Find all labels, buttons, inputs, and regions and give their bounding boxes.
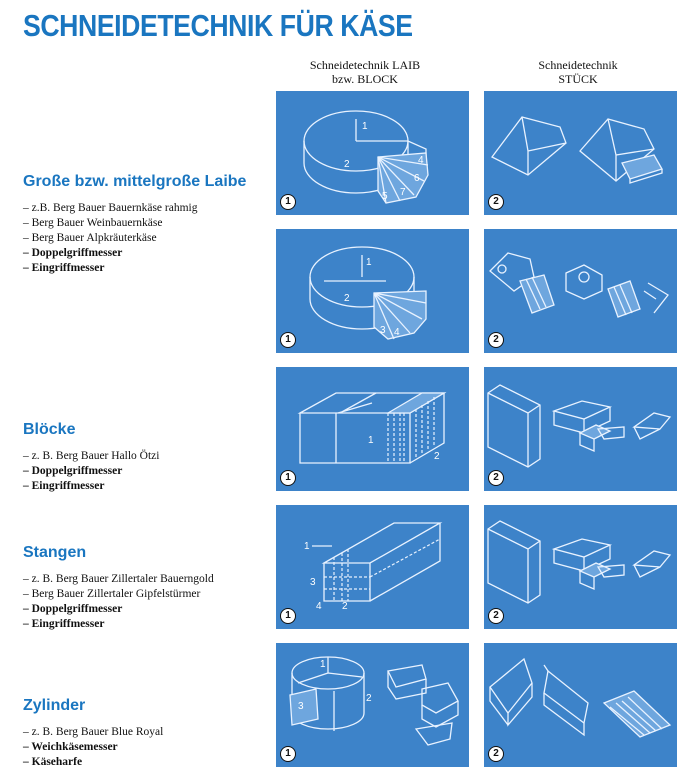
list-item: – Doppelgriffmesser xyxy=(23,465,123,477)
diagram-block-cut xyxy=(276,367,469,491)
section-heading: Zylinder xyxy=(23,697,86,714)
cut-number: 4 xyxy=(394,327,400,338)
cut-number: 7 xyxy=(400,187,406,198)
section-laibe xyxy=(23,173,246,276)
cut-number: 2 xyxy=(366,693,372,704)
diagram-stueck-stange-pieces xyxy=(484,505,677,629)
list-item: – Doppelgriffmesser xyxy=(23,247,123,259)
badge-2: 2 xyxy=(488,470,504,486)
cut-number: 4 xyxy=(316,601,322,612)
badge-1: 1 xyxy=(280,194,296,210)
list-item: – z. B. Berg Bauer Hallo Ötzi xyxy=(23,450,160,462)
section-zylinder xyxy=(23,697,163,770)
diagram-laib-wedge-cut xyxy=(276,91,469,215)
list-item: – Doppelgriffmesser xyxy=(23,603,123,615)
cut-number: 2 xyxy=(344,159,350,170)
diagram-stueck-block-pieces xyxy=(484,367,677,491)
diagram-stange-cut xyxy=(276,505,469,629)
item-list xyxy=(23,725,163,770)
badge-2: 2 xyxy=(488,194,504,210)
diagram-stueck-pieces xyxy=(484,229,677,353)
section-heading: Blöcke xyxy=(23,421,76,438)
column-header-laib-line1: Schneidetechnik LAIB xyxy=(309,58,421,72)
list-item: – Berg Bauer Alpkräuterkäse xyxy=(23,232,157,244)
cut-number: 2 xyxy=(344,293,350,304)
badge-1: 1 xyxy=(280,746,296,762)
column-header-stueck-line2: STÜCK xyxy=(558,72,598,86)
cut-number: 1 xyxy=(366,257,372,268)
cut-number: 1 xyxy=(320,659,326,670)
section-heading: Stangen xyxy=(23,544,87,561)
list-item: – Käseharfe xyxy=(23,756,83,768)
list-item: – Berg Bauer Weinbauernkäse xyxy=(23,217,163,229)
item-list xyxy=(23,201,246,276)
cut-number: 3 xyxy=(380,325,386,336)
column-header-stueck-line1: Schneidetechnik xyxy=(538,58,618,72)
column-header-stueck xyxy=(483,58,673,86)
cut-number: 3 xyxy=(310,577,316,588)
cut-number: 1 xyxy=(304,541,310,552)
column-header-laib-line2: bzw. BLOCK xyxy=(332,72,398,86)
cut-number: 1 xyxy=(368,435,374,446)
badge-1: 1 xyxy=(280,332,296,348)
list-item: – Weichkäsemesser xyxy=(23,741,118,753)
list-item: – Eingriffmesser xyxy=(23,480,105,492)
badge-2: 2 xyxy=(488,332,504,348)
diagram-stueck-zylinder-pieces xyxy=(484,643,677,767)
cut-number: 5 xyxy=(382,191,388,202)
list-item: – Eingriffmesser xyxy=(23,618,105,630)
badge-1: 1 xyxy=(280,608,296,624)
page-title: SCHNEIDETECHNIK FÜR KÄSE xyxy=(23,8,413,43)
cut-number: 3 xyxy=(298,701,304,712)
cut-number: 2 xyxy=(342,601,348,612)
section-heading: Große bzw. mittelgroße Laibe xyxy=(23,173,247,190)
list-item: – z.B. Berg Bauer Bauernkäse rahmig xyxy=(23,202,198,214)
section-bloecke xyxy=(23,421,159,494)
list-item: – z. B. Berg Bauer Blue Royal xyxy=(23,726,164,738)
diagram-laib-fan-cut xyxy=(276,229,469,353)
cut-number: 1 xyxy=(362,121,368,132)
section-stangen xyxy=(23,544,214,632)
badge-2: 2 xyxy=(488,746,504,762)
list-item: – z. B. Berg Bauer Zillertaler Bauerngold xyxy=(23,573,214,585)
diagram-zylinder-cut xyxy=(276,643,469,767)
badge-2: 2 xyxy=(488,608,504,624)
column-header-laib xyxy=(270,58,460,86)
diagram-stueck-wedge-cut xyxy=(484,91,677,215)
item-list xyxy=(23,572,214,632)
list-item: – Eingriffmesser xyxy=(23,262,105,274)
cut-number: 4 xyxy=(418,155,424,166)
cut-number: 2 xyxy=(434,451,440,462)
item-list xyxy=(23,449,159,494)
badge-1: 1 xyxy=(280,470,296,486)
list-item: – Berg Bauer Zillertaler Gipfelstürmer xyxy=(23,588,201,600)
cut-number: 6 xyxy=(414,173,420,184)
